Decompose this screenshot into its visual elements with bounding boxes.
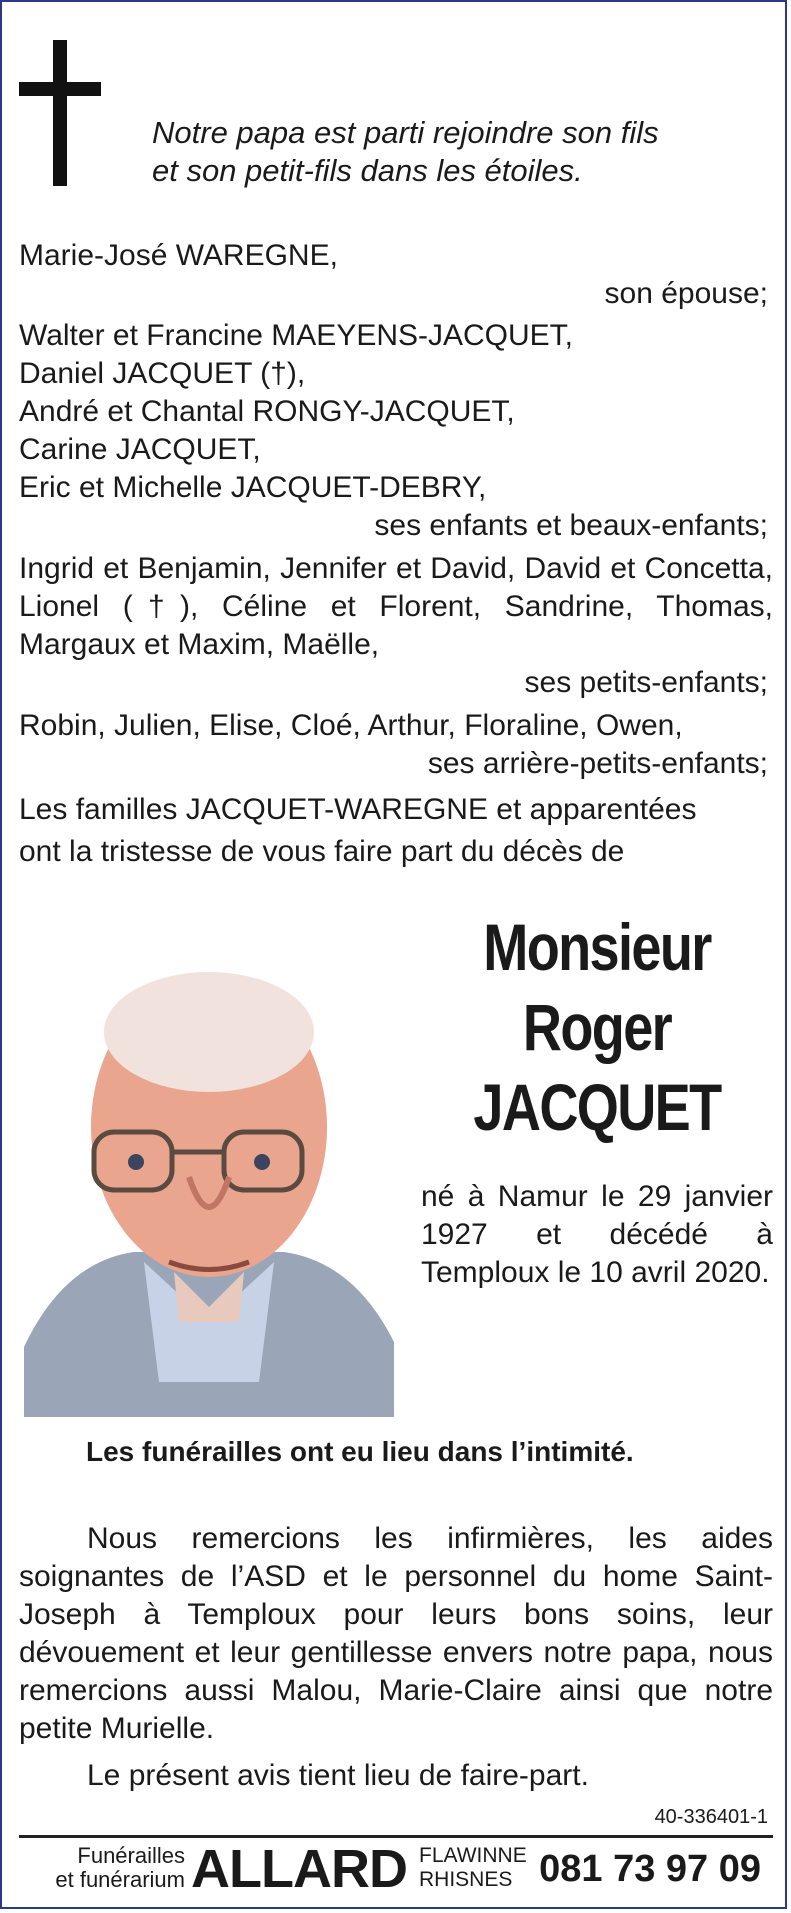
funeral-home-label-line: Funérailles <box>77 1843 185 1868</box>
families-line: ont la tristesse de vous faire part du décès de <box>19 835 625 868</box>
child-line: Walter et Francine MAEYENS-JACQUET, <box>19 319 574 352</box>
funeral-home-banner <box>19 1835 773 1897</box>
great-grandchildren-role: ses arrière-petits-enfants; <box>427 747 768 780</box>
funeral-home-phone: 081 73 97 09 <box>539 1848 761 1890</box>
birth-death-dates: né à Namur le 29 janvier 1927 et décédé à Temploux le 10 avril 2020. <box>421 1180 773 1289</box>
epigraph-line: et son petit-fils dans les étoiles. <box>152 153 583 188</box>
great-grandchildren-list: Robin, Julien, Elise, Cloé, Arthur, Floraline, Owen, <box>19 709 683 742</box>
thanks-paragraph: Nous remercions les infirmières, les aides soignantes de l’ASD et le personnel du home Saint-Joseph à Temploux pour leurs bons soins, leur dévouement et leur gentillesse envers notre papa, nous remercions aussi Malou, Marie-Claire ainsi que notre petite Murielle. <box>19 1522 773 1745</box>
funeral-note: Les funérailles ont eu lieu dans l’intimité. <box>86 1436 634 1467</box>
town-name: RHISNES <box>419 1868 513 1891</box>
deceased-first-name: Roger <box>522 990 672 1064</box>
grandchildren-list: Ingrid et Benjamin, Jennifer et David, David et Concetta, Lionel (†), Céline et Florent, Sandrine, Thomas, Margaux et Maxim, Maëlle, <box>19 552 773 661</box>
spouse-role: son épouse; <box>604 277 768 310</box>
grandchildren-role: ses petits-enfants; <box>524 666 768 699</box>
cross-icon <box>19 40 101 186</box>
reference-code: 40-336401-1 <box>654 1806 768 1828</box>
town-name: FLAWINNE <box>419 1844 527 1867</box>
child-line: Carine JACQUET, <box>19 433 261 466</box>
deceased-title: Monsieur <box>483 910 711 984</box>
funeral-home-brand: ALLARD <box>191 1839 407 1899</box>
child-line: Daniel JACQUET (†), <box>19 357 306 390</box>
deceased-name <box>422 907 772 1147</box>
spouse-name: Marie-José WAREGNE, <box>19 239 338 272</box>
child-line: André et Chantal RONGY-JACQUET, <box>19 395 515 428</box>
epigraph-line: Notre papa est parti rejoindre son fils <box>152 115 659 150</box>
funeral-home-label-line: et funérarium <box>55 1867 185 1892</box>
epigraph <box>152 114 752 190</box>
child-line: Eric et Michelle JACQUET-DEBRY, <box>19 471 487 504</box>
children-role: ses enfants et beaux-enfants; <box>374 509 768 542</box>
portrait-photo <box>24 962 394 1417</box>
deceased-last-name: JACQUET <box>473 1070 721 1144</box>
funeral-home-towns <box>419 1844 527 1892</box>
funeral-home-label <box>25 1844 185 1892</box>
families-line: Les familles JACQUET-WAREGNE et apparentées <box>19 793 697 826</box>
notice-line: Le présent avis tient lieu de faire-part. <box>87 1759 589 1792</box>
